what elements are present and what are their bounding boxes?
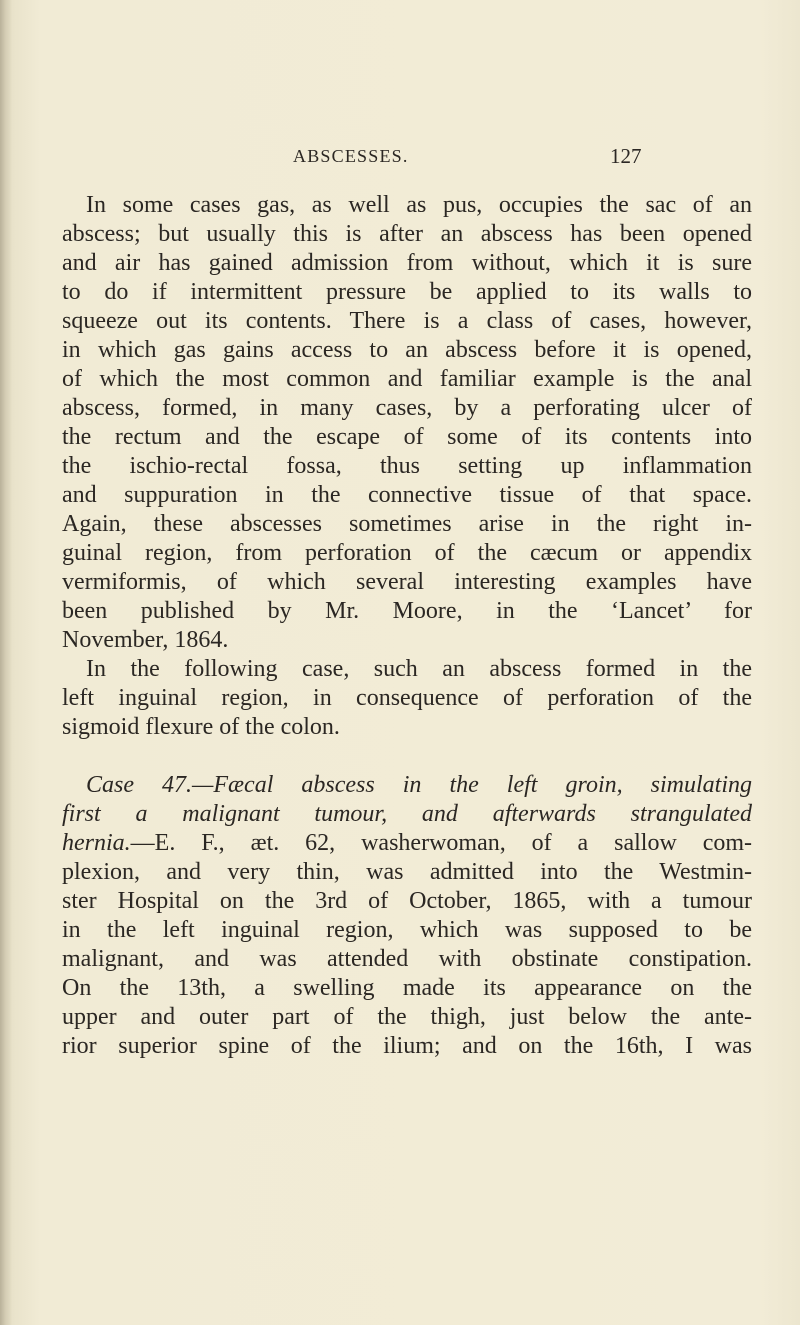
text-line: of which the most common and familiar example is the anal	[62, 366, 752, 392]
body-text	[62, 191, 752, 1061]
text-line: ster Hospital on the 3rd of October, 1865, with a tumour	[62, 888, 752, 914]
text-line: the ischio-rectal fossa, thus setting up inflammation	[62, 453, 752, 479]
section-gap	[62, 742, 752, 771]
running-head-title: ABSCESSES.	[293, 146, 409, 166]
binding-shadow	[0, 0, 12, 1325]
text-line: left inguinal region, in consequence of perforation of the	[62, 685, 752, 711]
text-line: abscess, formed, in many cases, by a perforating ulcer of	[62, 395, 752, 421]
case-heading-line	[62, 829, 752, 858]
text-line: and suppuration in the connective tissue of that space.	[62, 482, 752, 508]
text-line: Again, these abscesses sometimes arise in the right in-	[62, 511, 752, 537]
case-heading-text: hernia.	[62, 830, 131, 856]
page-number: 127	[610, 144, 642, 168]
text-line: plexion, and very thin, was admitted into the Westmin-	[62, 859, 752, 885]
text-line: upper and outer part of the thigh, just below the ante-	[62, 1004, 752, 1030]
case-heading-line	[62, 771, 752, 800]
text-line: guinal region, from perforation of the cæcum or appendix	[62, 540, 752, 566]
text-line: sigmoid flexure of the colon.	[62, 714, 340, 740]
case-heading-line	[62, 800, 752, 829]
paragraph-1	[62, 191, 752, 655]
text-line: the rectum and the escape of some of its contents into	[62, 424, 752, 450]
paragraph-2	[62, 655, 752, 742]
running-head	[0, 140, 800, 170]
case-heading-text: Case 47.—Fæcal abscess in the left groin, simulating	[86, 772, 752, 798]
text-line: in the left inguinal region, which was supposed to be	[62, 917, 752, 943]
text-line: malignant, and was attended with obstinate constipation.	[62, 946, 752, 972]
text-line: In some cases gas, as well as pus, occupies the sac of an	[86, 192, 752, 218]
text-line: In the following case, such an abscess formed in the	[86, 656, 752, 682]
text-line: in which gas gains access to an abscess before it is opened,	[62, 337, 752, 363]
text-line: rior superior spine of the ilium; and on the 16th, I was	[62, 1033, 752, 1059]
text-line: On the 13th, a swelling made its appearance on the	[62, 975, 752, 1001]
text-line: to do if intermittent pressure be applied to its walls to	[62, 279, 752, 305]
text-line: and air has gained admission from without, which it is sure	[62, 250, 752, 276]
text-line: November, 1864.	[62, 627, 229, 653]
case-heading-text: first a malignant tumour, and afterwards strangulated	[62, 801, 752, 827]
text-line: squeeze out its contents. There is a class of cases, however,	[62, 308, 752, 334]
text-line: abscess; but usually this is after an abscess has been opened	[62, 221, 752, 247]
text-line: been published by Mr. Moore, in the ‘Lancet’ for	[62, 598, 752, 624]
text-line: vermiformis, of which several interesting examples have	[62, 569, 752, 595]
case-text: —E. F., æt. 62, washerwoman, of a sallow com-	[130, 830, 752, 856]
case-47	[62, 771, 752, 1061]
